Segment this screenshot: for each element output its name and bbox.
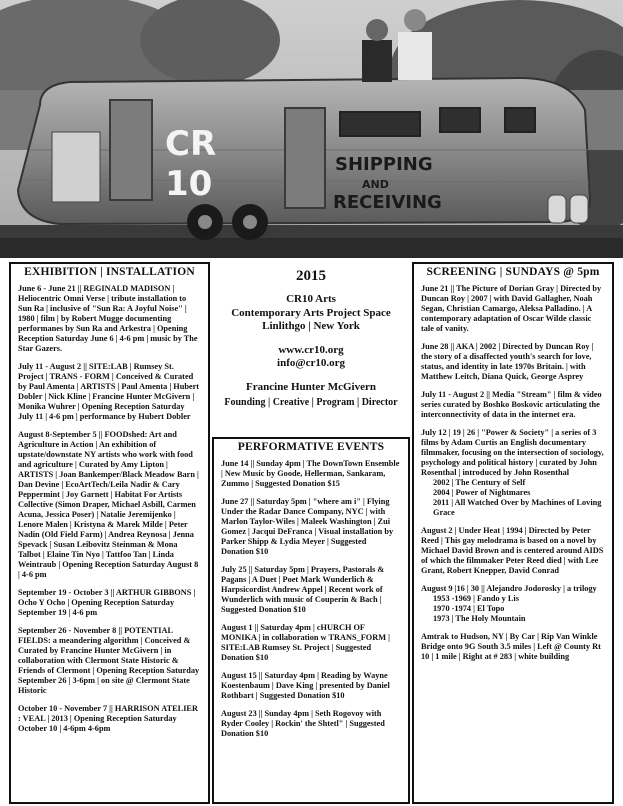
list-item: July 25 || Saturday 5pm | Prayers, Pastorals & Pagans | A Duet | Poet Mark Wunderlich & Harpsicordist Andrew Appel | Recent work of Wunderlich with music of Couperin & Bach | Suggested Donation $10 — [221, 565, 385, 614]
list-item: June 27 || Saturday 5pm | "where am i" | Flying Under the Radar Dance Company, NYC | with Marlon Taylor-Wiles | Maleek Washington | Zui Gomez | Jacqui DeFranca | Visual installation by Parker Shipp & Lydia Meyer | Suggested Donation $10 — [221, 497, 394, 556]
list-item: September 26 - November 8 || POTENTIAL FIELDS: a meandering algorithm | Conceived & Curated by Francine Hunter McGivern | in collaboration with Clermont State Historic & Friends of Clermont | Opening Reception Saturday September 26 | 3-6pm | on site @ Clermont State Historic — [18, 626, 200, 695]
header-photo — [0, 0, 623, 258]
director-name: Francine Hunter McGivern — [246, 380, 376, 393]
trilogy-film: 1973 | The Holy Mountain — [433, 614, 526, 623]
list-item: August 2 | Under Heat | 1994 | Directed by Peter Reed | This gay melodrama is based on a novel by Michael David Brown and is centered around AIDS of which the filmmaker Peter Reed died | with Lee Grant, Robert Knepper, David Conrad — [421, 526, 604, 575]
list-item: June 21 || The Picture of Dorian Gray | Directed by Duncan Roy | 2007 | with David Gallagher, Noah Segan, Christian Camargo, Aleksa Palladino. | A contemporary adaptation of Oscar Wilde classic tale of vanity. — [421, 284, 602, 333]
sign-shipping: SHIPPING — [335, 154, 433, 175]
org-name: CR10 Arts — [286, 293, 336, 305]
list-item: August 1 || Saturday 4pm | cHURCH OF MONIKA | in collaboration w TRANS_FORM | SITE:LAB Rumsey St. Project | Suggested Donation $10 — [221, 623, 390, 662]
list-item: June 14 || Sunday 4pm | The DownTown Ensemble | New Music by Goode, Hellerman, Sankaram, Zummo | Suggested Donation $15 — [221, 459, 400, 488]
list-item: August 8-September 5 || FOODshed: Art and Agriculture in Action | An exhibition of upstate/downstate NY artists who work with food and agriculture | Curated by Amy Lipton | ARTISTS | Joan Bankemper/Black Meadow Barn | Dan Devine | EcoArtTech/Leila Nadir & Cary Peppermint | Joy Garnett | Habitat For Artists Collective (Simon Draper, Michael Asbill, Carmen Acuna, Jessica Poser) | Natalie Jeremijenko | Lenore Malen | Kristyna & Marek Milde | Peter Nadin (Old Field Farm) | Andrea Reynosa | Jenna Spevack | Susan Leibovitz Steinman & Mona Talbot | Elaine Tin Nyo | Tattfoo Tan | Linda Weintraub | Opening Reception Saturday August 8 | 4-6 pm — [18, 430, 199, 579]
trilogy-film: 1970 -1974 | El Topo — [433, 604, 505, 613]
exhibition-title: EXHIBITION | INSTALLATION — [24, 266, 195, 278]
list-item: October 10 - November 7 || HARRISON ATELIER : VEAL | 2013 | Opening Reception Saturday October 10 | 4-6pm 4-6pm — [18, 704, 198, 733]
list-item: June 6 - June 21 || REGINALD MADISON | Heliocentric Omni Verse | tribute installation to Sun Ra | inclusive of "Sun Ra: A Joyful Noise" | 1980 | film | by Robert Mugge documenting performanes by Sun Ra and Arkestra | Opening Reception Saturday June 6 | 4-6 pm | music by The Star Gazers. — [18, 284, 198, 353]
trailer-logo-cr: CR — [165, 124, 217, 164]
org-subtitle: Contemporary Arts Project Space — [231, 306, 391, 319]
list-item: August 23 || Sunday 4pm | Seth Rogovoy with Ryder Cooley | Rockin' the Shtetl" | Suggested Donation $10 — [221, 709, 385, 738]
list-item: August 15 || Saturday 4pm | Reading by Wayne Koestenbaum | Dave King | presented by Daniel Rothbart | Suggested Donation $10 — [221, 671, 390, 700]
org-location: Linlithgo | New York — [262, 320, 360, 332]
series-film: 2011 | All Watched Over by Machines of Loving Grace — [433, 498, 602, 517]
list-item — [421, 584, 605, 624]
sign-receiving: RECEIVING — [333, 192, 442, 213]
performative-column — [212, 437, 410, 804]
series-film: 2002 | The Century of Self — [433, 478, 526, 487]
trailer-photo — [0, 0, 623, 258]
trilogy-film: 1953 -1969 | Fando y Lis — [433, 594, 519, 603]
year: 2015 — [296, 268, 326, 284]
list-item: July 11 - August 2 || SITE:LAB | Rumsey St. Project | TRANS - FORM | Conceived & Curated by Paul Amenta | ARTISTS | Paul Amenta | Hubert Dobler | Nick Kline | Francine Hunter McGivern | Monika Wuhrer | Opening Reception Saturday July 11 | 4-6 pm | performance by Hubert Dobler — [18, 362, 200, 421]
series-film: 2004 | Power of Nightmares — [433, 488, 531, 497]
list-item: June 28 || AKA | 2002 | Directed by Duncan Roy | the story of a disaffected youth's search for love, status, and identity in late 1970s Britain. | with Matthew Leitch, Diana Quick, George Asprey — [421, 342, 594, 381]
director-titles: Founding | Creative | Program | Director — [224, 397, 398, 408]
sign-and: AND — [362, 178, 389, 191]
trailer-logo-10: 10 — [165, 164, 213, 204]
performative-title: PERFORMATIVE EVENTS — [237, 441, 385, 453]
website-link[interactable]: www.cr10.org — [278, 343, 344, 356]
list-item: September 19 - October 3 || ARTHUR GIBBONS | Ocho Y Ocho | Opening Reception Saturday September 19 | 4-6 pm — [18, 588, 196, 617]
list-item — [421, 428, 605, 518]
trilogy-intro: August 9 |16 | 30 || Alejandro Jodorosky | a trilogy — [421, 584, 597, 593]
directions: Amtrak to Hudson, NY | By Car | Rip Van Winkle Bridge onto 9G South 3.5 miles | Left @ County Rt 10 | 1 mile | Right at # 283 | white building — [421, 632, 601, 661]
screening-title: SCREENING | SUNDAYS @ 5pm — [426, 266, 600, 278]
center-header — [212, 264, 410, 409]
screening-column — [412, 262, 614, 804]
series-intro: July 12 | 19 | 26 | "Power & Society" | a series of 3 films by Adam Curtis an English documentary filmmaker, focusing on the intersection of sociology, psychology and political history | curated by John Rosenthal | introduced by John Rosenthal — [421, 428, 604, 477]
list-item: July 11 - August 2 || Media "Stream" | film & video series curated by Boshko Boskovic articulating the interconnectivity of data in the internet era. — [421, 390, 602, 419]
exhibition-column — [9, 262, 210, 804]
email-link[interactable]: info@cr10.org — [277, 357, 345, 369]
